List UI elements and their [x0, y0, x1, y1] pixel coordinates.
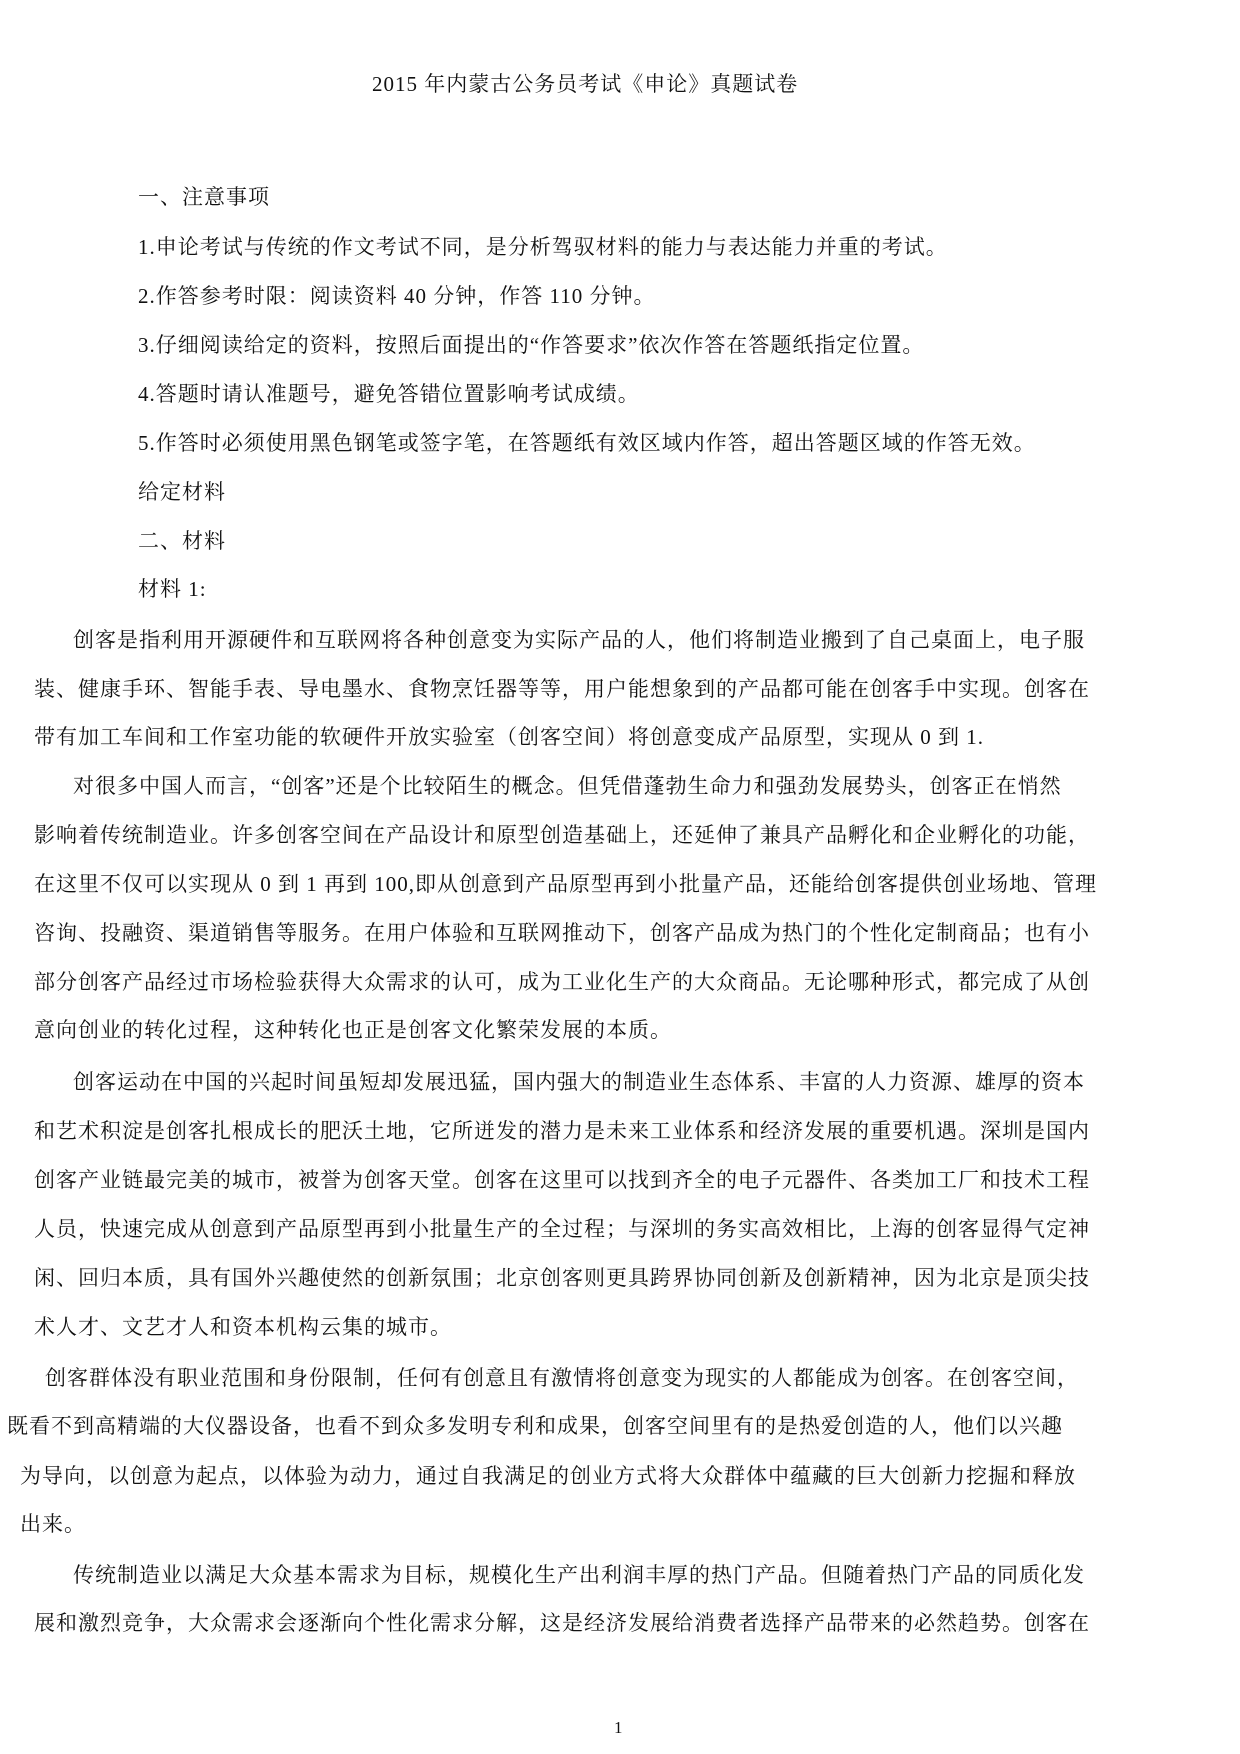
paragraph-line: 创客是指利用开源硬件和互联网将各种创意变为实际产品的人，他们将制造业搬到了自己桌面上，电子服 [73, 628, 1085, 652]
paragraph-line: 传统制造业以满足大众基本需求为目标，规模化生产出利润丰厚的热门产品。但随着热门产品的同质化发 [73, 1563, 1085, 1587]
notice-heading: 一、注意事项 [138, 185, 270, 209]
paragraph-line: 部分创客产品经过市场检验获得大众需求的认可，成为工业化生产的大众商品。无论哪种形式，都完成了从创 [34, 970, 1090, 994]
paragraph-line: 闲、回归本质，具有国外兴趣使然的创新氛围；北京创客则更具跨界协同创新及创新精神，因为北京是顶尖技 [34, 1266, 1090, 1290]
notice-item: 2.作答参考时限：阅读资料 40 分钟，作答 110 分钟。 [138, 284, 656, 308]
paragraph-line: 展和激烈竞争，大众需求会逐渐向个性化需求分解，这是经济发展给消费者选择产品带来的必然趋势。创客在 [34, 1611, 1090, 1635]
notice-item: 3.仔细阅读给定的资料，按照后面提出的“作答要求”依次作答在答题纸指定位置。 [138, 333, 925, 357]
section-heading: 二、材料 [138, 529, 226, 553]
paragraph-line: 创客产业链最完美的城市，被誉为创客天堂。创客在这里可以找到齐全的电子元器件、各类加工厂和技术工程 [34, 1168, 1090, 1192]
paragraph-line: 出来。 [20, 1512, 86, 1536]
notice-item: 5.作答时必须使用黑色钢笔或签字笔，在答题纸有效区域内作答，超出答题区域的作答无效。 [138, 431, 1036, 455]
page-number: 1 [614, 1718, 623, 1737]
paragraph-line: 带有加工车间和工作室功能的软硬件开放实验室（创客空间）将创意变成产品原型，实现从 0 到 1. [34, 725, 984, 749]
paragraph-line: 意向创业的转化过程，这种转化也正是创客文化繁荣发展的本质。 [34, 1018, 672, 1042]
paragraph-line: 影响着传统制造业。许多创客空间在产品设计和原型创造基础上，还延伸了兼具产品孵化和企业孵化的功能， [34, 823, 1090, 847]
paragraph-line: 咨询、投融资、渠道销售等服务。在用户体验和互联网推动下，创客产品成为热门的个性化定制商品；也有小 [34, 921, 1090, 945]
paragraph-line: 术人才、文艺才人和资本机构云集的城市。 [34, 1315, 452, 1339]
document-title: 2015 年内蒙古公务员考试《申论》真题试卷 [372, 72, 799, 96]
paragraph-line: 既看不到高精端的大仪器设备，也看不到众多发明专利和成果，创客空间里有的是热爱创造的人，他们以兴趣 [7, 1414, 1063, 1438]
given-materials-label: 给定材料 [138, 480, 226, 504]
paragraph-line: 在这里不仅可以实现从 0 到 1 再到 100,即从创意到产品原型再到小批量产品，还能给创客提供创业场地、管理 [34, 872, 1097, 896]
paragraph-line: 人员，快速完成从创意到产品原型再到小批量生产的全过程；与深圳的务实高效相比，上海的创客显得气定神 [34, 1217, 1090, 1241]
paragraph-line: 创客群体没有职业范围和身份限制，任何有创意且有激情将创意变为现实的人都能成为创客。在创客空间， [45, 1366, 1079, 1390]
paragraph-line: 创客运动在中国的兴起时间虽短却发展迅猛，国内强大的制造业生态体系、丰富的人力资源、雄厚的资本 [73, 1070, 1085, 1094]
material-label: 材料 1: [138, 577, 207, 601]
paragraph-line: 对很多中国人而言，“创客”还是个比较陌生的概念。但凭借蓬勃生命力和强劲发展势头，创客正在悄然 [73, 774, 1062, 798]
paragraph-line: 和艺术积淀是创客扎根成长的肥沃土地，它所迸发的潜力是未来工业体系和经济发展的重要机遇。深圳是国内 [34, 1119, 1090, 1143]
notice-item: 4.答题时请认准题号，避免答错位置影响考试成绩。 [138, 382, 640, 406]
notice-item: 1.申论考试与传统的作文考试不同，是分析驾驭材料的能力与表达能力并重的考试。 [138, 235, 948, 259]
paragraph-line: 装、健康手环、智能手表、导电墨水、食物烹饪器等等，用户能想象到的产品都可能在创客手中实现。创客在 [34, 677, 1090, 701]
paragraph-line: 为导向，以创意为起点，以体验为动力，通过自我满足的创业方式将大众群体中蕴藏的巨大创新力挖掘和释放 [20, 1464, 1076, 1488]
